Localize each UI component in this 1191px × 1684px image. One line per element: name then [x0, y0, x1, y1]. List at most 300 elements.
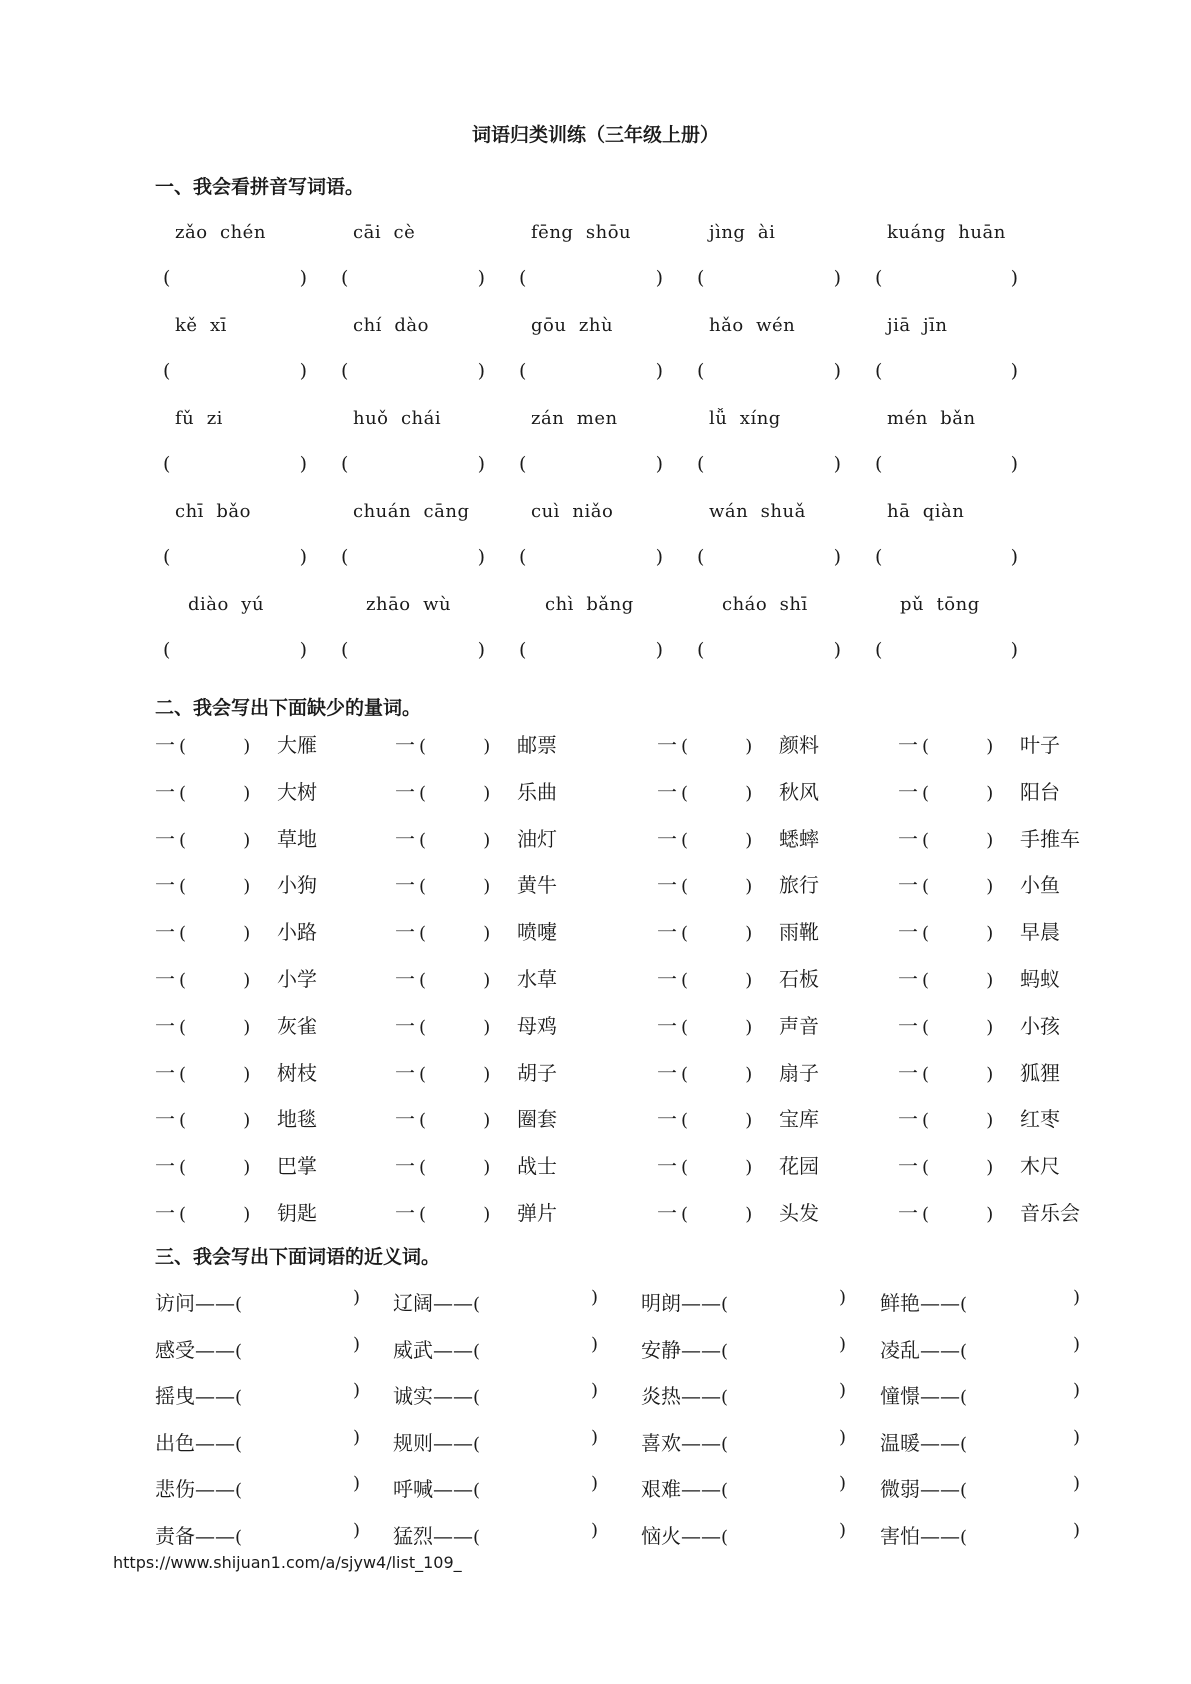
synonym-blank-close: ) — [1072, 1473, 1080, 1494]
synonym-item — [641, 1287, 846, 1316]
prefix-one: 一 — [657, 1201, 677, 1225]
synonym-blank-open[interactable]: ( — [960, 1340, 968, 1362]
synonym-blank-open[interactable]: ( — [235, 1387, 243, 1408]
open-paren: ( — [875, 267, 883, 289]
answer-row — [0, 639, 1191, 669]
measure-word-item — [898, 1010, 1060, 1039]
noun-word: 水草 — [517, 967, 557, 991]
open-paren: ( — [341, 267, 349, 289]
open-paren: ( — [341, 453, 349, 475]
close-paren: ) — [477, 546, 485, 568]
synonym-blank-open[interactable]: ( — [721, 1433, 729, 1455]
pinyin-text: hā qiàn — [887, 501, 965, 522]
answer-row — [0, 453, 1191, 483]
synonym-blank-open[interactable]: ( — [721, 1480, 729, 1501]
measure-word-blank[interactable]: ( ) — [179, 1204, 251, 1225]
prefix-one: 一 — [155, 967, 175, 991]
pinyin-row — [0, 594, 1191, 624]
prefix-one: 一 — [395, 920, 415, 945]
synonym-blank-close: ) — [838, 1519, 846, 1541]
measure-word-blank[interactable]: ( ) — [922, 1157, 994, 1179]
close-paren: ) — [1010, 453, 1018, 475]
close-paren: ) — [299, 453, 307, 475]
answer-blank[interactable] — [163, 639, 307, 669]
prefix-one: 一 — [155, 826, 175, 851]
measure-word-blank[interactable]: ( ) — [179, 923, 251, 945]
measure-word-item — [395, 1103, 557, 1132]
noun-word: 木尺 — [1020, 1154, 1060, 1179]
prefix-one: 一 — [657, 779, 677, 804]
synonym-blank-open[interactable]: ( — [721, 1526, 729, 1548]
synonym-blank-open[interactable]: ( — [473, 1480, 481, 1501]
synonym-blank-open[interactable]: ( — [235, 1433, 243, 1455]
dash: —— — [681, 1384, 721, 1408]
noun-word: 战士 — [517, 1154, 557, 1179]
synonym-blank-close: ) — [1072, 1333, 1080, 1355]
measure-word-item — [395, 1150, 557, 1179]
open-paren: ( — [163, 453, 171, 475]
synonym-blank-open[interactable]: ( — [960, 1294, 968, 1315]
measure-word-item — [155, 823, 317, 852]
measure-word-item — [657, 776, 819, 805]
dash: —— — [681, 1291, 721, 1315]
noun-word: 音乐会 — [1020, 1201, 1080, 1225]
section2-heading: 二、我会写出下面缺少的量词。 — [155, 697, 422, 719]
open-paren: ( — [519, 360, 527, 382]
measure-word-blank[interactable]: ( ) — [419, 1016, 491, 1038]
noun-word: 红枣 — [1020, 1107, 1060, 1132]
measure-word-row — [0, 1150, 1191, 1180]
pinyin-text: fēng shōu — [531, 222, 632, 243]
noun-word: 地毯 — [277, 1107, 317, 1132]
answer-blank[interactable] — [697, 453, 841, 483]
measure-word-blank[interactable]: ( ) — [922, 1016, 994, 1038]
close-paren: ) — [655, 360, 663, 382]
synonym-item — [155, 1380, 360, 1409]
answer-blank[interactable] — [341, 360, 485, 390]
measure-word-blank[interactable]: ( ) — [681, 923, 753, 945]
synonym-blank-open[interactable]: ( — [960, 1433, 968, 1455]
measure-word-item — [395, 963, 557, 992]
synonym-blank-open[interactable]: ( — [235, 1526, 243, 1548]
measure-word-blank[interactable]: ( ) — [179, 782, 251, 804]
noun-word: 巴掌 — [277, 1154, 317, 1179]
synonym-blank-open[interactable]: ( — [473, 1340, 481, 1362]
synonym-row — [0, 1427, 1191, 1457]
measure-word-blank[interactable]: ( ) — [922, 970, 994, 991]
synonym-blank-close: ) — [352, 1287, 360, 1308]
answer-blank[interactable] — [341, 639, 485, 669]
synonym-word: 规则 — [393, 1430, 433, 1455]
measure-word-item — [395, 916, 557, 945]
pinyin-text: jiā jīn — [887, 315, 948, 336]
source-url: https://www.shijuan1.com/a/sjyw4/list_109_ — [113, 1553, 462, 1572]
pinyin-row — [0, 315, 1191, 345]
noun-word: 石板 — [779, 967, 819, 991]
noun-word: 油灯 — [517, 826, 557, 851]
measure-word-blank[interactable]: ( ) — [681, 876, 753, 898]
synonym-item — [880, 1380, 1080, 1409]
noun-word: 声音 — [779, 1013, 819, 1038]
dash: —— — [920, 1430, 960, 1455]
dash: —— — [920, 1523, 960, 1548]
prefix-one: 一 — [395, 1107, 415, 1132]
measure-word-blank[interactable]: ( ) — [922, 1063, 994, 1085]
measure-word-item — [155, 1150, 317, 1179]
measure-word-item — [898, 869, 1060, 898]
measure-word-blank[interactable]: ( ) — [419, 876, 491, 898]
close-paren: ) — [299, 546, 307, 568]
answer-blank[interactable] — [875, 267, 1018, 297]
synonym-blank-open[interactable]: ( — [235, 1480, 243, 1501]
prefix-one: 一 — [898, 873, 918, 898]
pinyin-row — [0, 501, 1191, 531]
open-paren: ( — [875, 453, 883, 475]
dash: —— — [681, 1523, 721, 1548]
prefix-one: 一 — [657, 733, 677, 757]
synonym-row — [0, 1380, 1191, 1410]
synonym-item — [880, 1334, 1080, 1363]
measure-word-item — [395, 729, 557, 758]
answer-blank[interactable] — [519, 453, 663, 483]
open-paren: ( — [341, 546, 349, 568]
measure-word-item — [657, 1150, 819, 1179]
pinyin-text: cāi cè — [353, 222, 416, 243]
dash: —— — [195, 1523, 235, 1548]
measure-word-item — [395, 1197, 557, 1226]
prefix-one: 一 — [898, 1107, 918, 1132]
noun-word: 圈套 — [517, 1107, 557, 1132]
prefix-one: 一 — [898, 733, 918, 757]
close-paren: ) — [477, 267, 485, 289]
measure-word-blank[interactable]: ( ) — [419, 829, 491, 851]
dash: —— — [920, 1477, 960, 1501]
dash: —— — [681, 1337, 721, 1362]
dash: —— — [920, 1291, 960, 1315]
synonym-item — [880, 1427, 1080, 1456]
answer-blank[interactable] — [163, 453, 307, 483]
synonym-blank-close: ) — [590, 1380, 598, 1401]
measure-word-item — [898, 823, 1080, 852]
synonym-blank-open[interactable]: ( — [960, 1480, 968, 1501]
measure-word-row — [0, 916, 1191, 946]
synonym-blank-open[interactable]: ( — [721, 1294, 729, 1315]
noun-word: 大雁 — [277, 733, 317, 757]
pinyin-text: huǒ chái — [353, 408, 442, 429]
synonym-word: 明朗 — [641, 1291, 681, 1315]
synonym-item — [880, 1473, 1080, 1502]
prefix-one: 一 — [155, 1154, 175, 1179]
pinyin-text: zǎo chén — [175, 222, 266, 243]
measure-word-blank[interactable]: ( ) — [419, 1204, 491, 1225]
noun-word: 花园 — [779, 1154, 819, 1179]
synonym-blank-close: ) — [838, 1333, 846, 1355]
answer-blank[interactable] — [697, 267, 841, 297]
noun-word: 树枝 — [277, 1060, 317, 1085]
measure-word-blank[interactable]: ( ) — [179, 736, 251, 757]
dash: —— — [433, 1291, 473, 1315]
noun-word: 蚂蚁 — [1020, 967, 1060, 991]
measure-word-row — [0, 1197, 1191, 1227]
prefix-one: 一 — [155, 1107, 175, 1132]
pinyin-text: lǚ xíng — [709, 408, 781, 429]
synonym-item — [393, 1520, 598, 1549]
measure-word-blank[interactable]: ( ) — [681, 1110, 753, 1132]
measure-word-blank[interactable]: ( ) — [681, 970, 753, 991]
synonym-item — [641, 1380, 846, 1409]
measure-word-blank[interactable]: ( ) — [179, 1063, 251, 1085]
synonym-word: 艰难 — [641, 1477, 681, 1501]
measure-word-blank[interactable]: ( ) — [179, 1157, 251, 1179]
answer-blank[interactable] — [697, 360, 841, 390]
answer-blank[interactable] — [875, 639, 1018, 669]
close-paren: ) — [655, 639, 663, 661]
open-paren: ( — [163, 639, 171, 661]
close-paren: ) — [299, 639, 307, 661]
synonym-blank-close: ) — [590, 1426, 598, 1448]
answer-blank[interactable] — [519, 267, 663, 297]
close-paren: ) — [655, 267, 663, 289]
synonym-blank-open[interactable]: ( — [473, 1294, 481, 1315]
measure-word-blank[interactable]: ( ) — [922, 736, 994, 757]
synonym-blank-close: ) — [352, 1380, 360, 1401]
measure-word-item — [657, 1197, 819, 1226]
answer-blank[interactable] — [519, 639, 663, 669]
synonym-item — [880, 1287, 1080, 1316]
dash: —— — [195, 1477, 235, 1501]
answer-blank[interactable] — [875, 453, 1018, 483]
synonym-word: 威武 — [393, 1337, 433, 1362]
answer-blank[interactable] — [163, 360, 307, 390]
close-paren: ) — [477, 453, 485, 475]
dash: —— — [433, 1384, 473, 1408]
dash: —— — [681, 1477, 721, 1501]
noun-word: 胡子 — [517, 1060, 557, 1085]
synonym-item — [880, 1520, 1080, 1549]
prefix-one: 一 — [898, 920, 918, 945]
synonym-word: 访问 — [155, 1291, 195, 1315]
measure-word-item — [657, 916, 819, 945]
section3-heading: 三、我会写出下面词语的近义词。 — [155, 1246, 441, 1268]
dash: —— — [433, 1523, 473, 1548]
answer-blank[interactable] — [341, 453, 485, 483]
measure-word-row — [0, 776, 1191, 806]
measure-word-item — [395, 776, 557, 805]
synonym-word: 猛烈 — [393, 1523, 433, 1548]
noun-word: 旅行 — [779, 873, 819, 898]
measure-word-blank[interactable]: ( ) — [922, 782, 994, 804]
answer-blank[interactable] — [341, 546, 485, 576]
noun-word: 蟋蟀 — [779, 826, 819, 851]
synonym-item — [155, 1520, 360, 1549]
prefix-one: 一 — [657, 920, 677, 945]
open-paren: ( — [697, 639, 705, 661]
prefix-one: 一 — [155, 1060, 175, 1085]
measure-word-item — [395, 1057, 557, 1086]
measure-word-blank[interactable]: ( ) — [419, 1063, 491, 1085]
measure-word-blank[interactable]: ( ) — [681, 1204, 753, 1225]
synonym-item — [393, 1473, 598, 1502]
measure-word-blank[interactable]: ( ) — [179, 829, 251, 851]
noun-word: 邮票 — [517, 733, 557, 757]
open-paren: ( — [519, 267, 527, 289]
pinyin-text: wán shuǎ — [709, 501, 806, 522]
prefix-one: 一 — [395, 1013, 415, 1038]
pinyin-text: kuáng huān — [887, 222, 1006, 243]
synonym-blank-open[interactable]: ( — [235, 1340, 243, 1362]
measure-word-blank[interactable]: ( ) — [179, 1110, 251, 1132]
answer-blank[interactable] — [519, 546, 663, 576]
synonym-blank-close: ) — [590, 1519, 598, 1541]
measure-word-blank[interactable]: ( ) — [179, 876, 251, 898]
synonym-row — [0, 1287, 1191, 1317]
synonym-blank-close: ) — [590, 1473, 598, 1494]
answer-blank[interactable] — [341, 267, 485, 297]
synonym-word: 安静 — [641, 1337, 681, 1362]
noun-word: 草地 — [277, 826, 317, 851]
dash: —— — [195, 1291, 235, 1315]
measure-word-item — [657, 823, 819, 852]
pinyin-row — [0, 222, 1191, 252]
synonym-blank-open[interactable]: ( — [473, 1526, 481, 1548]
measure-word-item — [155, 869, 317, 898]
measure-word-blank[interactable]: ( ) — [922, 876, 994, 898]
synonym-blank-open[interactable]: ( — [960, 1387, 968, 1408]
measure-word-item — [657, 1103, 819, 1132]
answer-blank[interactable] — [163, 546, 307, 576]
measure-word-blank[interactable]: ( ) — [419, 736, 491, 757]
measure-word-blank[interactable]: ( ) — [419, 923, 491, 945]
measure-word-blank[interactable]: ( ) — [419, 970, 491, 991]
pinyin-row — [0, 408, 1191, 438]
synonym-blank-open[interactable]: ( — [235, 1294, 243, 1315]
open-paren: ( — [163, 360, 171, 382]
synonym-item — [393, 1287, 598, 1316]
prefix-one: 一 — [898, 826, 918, 851]
noun-word: 小路 — [277, 920, 317, 945]
pinyin-text: kě xī — [175, 315, 227, 336]
noun-word: 小学 — [277, 967, 317, 991]
measure-word-item — [155, 1103, 317, 1132]
measure-word-item — [155, 963, 317, 992]
pinyin-text: pǔ tōng — [900, 594, 980, 615]
prefix-one: 一 — [657, 873, 677, 898]
synonym-word: 微弱 — [880, 1477, 920, 1501]
synonym-blank-open[interactable]: ( — [960, 1526, 968, 1548]
noun-word: 大树 — [277, 779, 317, 804]
synonym-item — [155, 1287, 360, 1316]
measure-word-blank[interactable]: ( ) — [922, 923, 994, 945]
prefix-one: 一 — [657, 1013, 677, 1038]
answer-blank[interactable] — [697, 639, 841, 669]
pinyin-text: chì bǎng — [545, 594, 634, 615]
synonym-blank-close: ) — [352, 1333, 360, 1355]
prefix-one: 一 — [395, 733, 415, 757]
answer-blank[interactable] — [875, 360, 1018, 390]
measure-word-item — [155, 729, 317, 758]
measure-word-blank[interactable]: ( ) — [179, 970, 251, 991]
answer-blank[interactable] — [519, 360, 663, 390]
synonym-row — [0, 1520, 1191, 1550]
pinyin-text: gōu zhù — [531, 315, 614, 336]
measure-word-blank[interactable]: ( ) — [419, 1157, 491, 1179]
close-paren: ) — [299, 267, 307, 289]
answer-blank[interactable] — [697, 546, 841, 576]
measure-word-blank[interactable]: ( ) — [419, 1110, 491, 1132]
dash: —— — [433, 1477, 473, 1501]
open-paren: ( — [341, 639, 349, 661]
open-paren: ( — [697, 360, 705, 382]
measure-word-blank[interactable]: ( ) — [681, 1157, 753, 1179]
close-paren: ) — [655, 453, 663, 475]
prefix-one: 一 — [898, 779, 918, 804]
synonym-item — [393, 1380, 598, 1409]
synonym-blank-close: ) — [1072, 1380, 1080, 1401]
close-paren: ) — [833, 453, 841, 475]
close-paren: ) — [1010, 360, 1018, 382]
close-paren: ) — [833, 546, 841, 568]
measure-word-blank[interactable]: ( ) — [681, 736, 753, 757]
pinyin-text: fǔ zi — [175, 408, 223, 429]
noun-word: 头发 — [779, 1201, 819, 1225]
noun-word: 灰雀 — [277, 1013, 317, 1038]
pinyin-text: zhāo wù — [366, 594, 452, 615]
prefix-one: 一 — [155, 920, 175, 945]
measure-word-blank[interactable]: ( ) — [681, 782, 753, 804]
noun-word: 乐曲 — [517, 779, 557, 804]
answer-blank[interactable] — [875, 546, 1018, 576]
answer-row — [0, 360, 1191, 390]
open-paren: ( — [875, 546, 883, 568]
close-paren: ) — [833, 267, 841, 289]
measure-word-blank[interactable]: ( ) — [922, 1204, 994, 1225]
synonym-blank-open[interactable]: ( — [721, 1387, 729, 1408]
synonym-word: 喜欢 — [641, 1430, 681, 1455]
close-paren: ) — [655, 546, 663, 568]
synonym-word: 害怕 — [880, 1523, 920, 1548]
noun-word: 手推车 — [1020, 826, 1080, 851]
synonym-blank-open[interactable]: ( — [473, 1433, 481, 1455]
prefix-one: 一 — [657, 1154, 677, 1179]
measure-word-blank[interactable]: ( ) — [681, 829, 753, 851]
measure-word-item — [898, 1197, 1080, 1226]
measure-word-blank[interactable]: ( ) — [681, 1063, 753, 1085]
measure-word-blank[interactable]: ( ) — [179, 1016, 251, 1038]
synonym-blank-open[interactable]: ( — [473, 1387, 481, 1408]
section1-heading: 一、我会看拼音写词语。 — [155, 176, 365, 198]
synonym-blank-open[interactable]: ( — [721, 1340, 729, 1362]
prefix-one: 一 — [395, 779, 415, 804]
measure-word-blank[interactable]: ( ) — [922, 829, 994, 851]
measure-word-row — [0, 823, 1191, 853]
synonym-blank-close: ) — [838, 1473, 846, 1494]
measure-word-item — [657, 869, 819, 898]
prefix-one: 一 — [395, 1154, 415, 1179]
answer-blank[interactable] — [163, 267, 307, 297]
measure-word-item — [155, 1057, 317, 1086]
measure-word-item — [898, 776, 1060, 805]
measure-word-blank[interactable]: ( ) — [922, 1110, 994, 1132]
measure-word-row — [0, 729, 1191, 759]
synonym-row — [0, 1473, 1191, 1503]
prefix-one: 一 — [657, 967, 677, 991]
measure-word-blank[interactable]: ( ) — [419, 782, 491, 804]
open-paren: ( — [697, 453, 705, 475]
measure-word-blank[interactable]: ( ) — [681, 1016, 753, 1038]
measure-word-item — [395, 1010, 557, 1039]
measure-word-item — [898, 729, 1060, 758]
prefix-one: 一 — [155, 873, 175, 898]
